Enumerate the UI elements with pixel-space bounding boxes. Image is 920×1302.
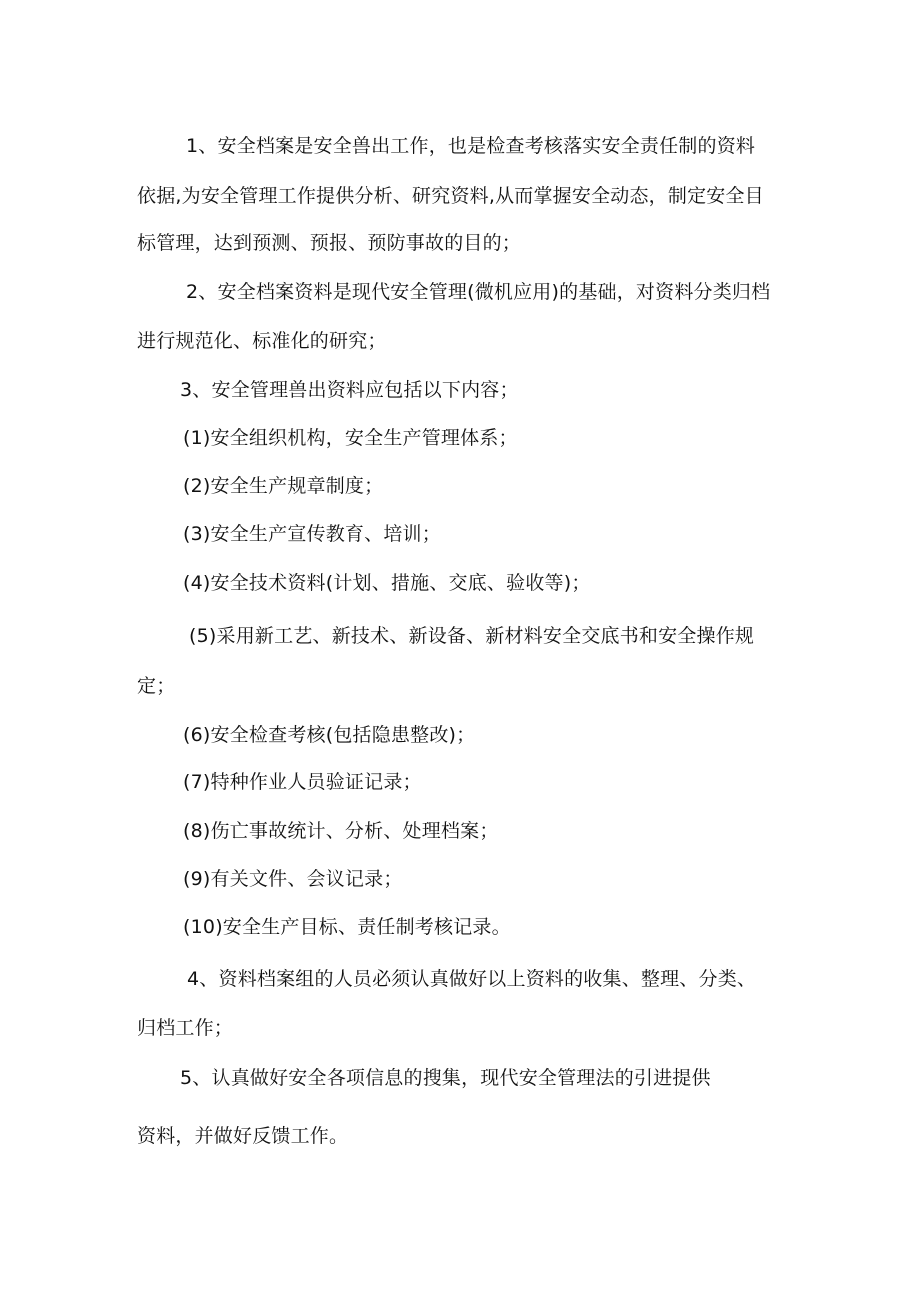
list-item-5-line-2: 定； [137, 675, 176, 697]
list-item-7: (7)特种作业人员验证记录； [183, 771, 422, 793]
paragraph-4-line-2: 归档工作； [137, 1017, 234, 1039]
paragraph-2-line-2: 进行规范化、标准化的研究； [137, 330, 387, 352]
list-item-6: (6)安全检查考核(包括隐患整改)； [183, 724, 476, 746]
list-item-9: (9)有关文件、会议记录； [183, 868, 403, 890]
paragraph-3-line-1: 3、安全管理兽出资料应包括以下内容； [180, 379, 519, 401]
list-item-3: (3)安全生产宣传教育、培训； [183, 523, 441, 545]
list-item-1: (1)安全组织机构，安全生产管理体系； [183, 427, 518, 449]
list-item-5-line-1: (5)采用新工艺、新技术、新设备、新材料安全交底书和安全操作规 [189, 625, 755, 647]
paragraph-1-line-1: 1、安全档案是安全兽出工作，也是检查考核落实安全责任制的资料 [186, 135, 756, 157]
paragraph-5-line-2: 资料，并做好反馈工作。 [137, 1125, 349, 1147]
paragraph-4-line-1: 4、资料档案组的人员必须认真做好以上资料的收集、整理、分类、 [187, 968, 757, 990]
paragraph-1-line-2: 依据,为安全管理工作提供分析、研究资料,从而掌握安全动态，制定安全目 [137, 185, 764, 207]
paragraph-2-line-1: 2、安全档案资料是现代安全管理(微机应用)的基础，对资料分类归档 [186, 281, 771, 303]
list-item-8: (8)伤亡事故统计、分析、处理档案； [183, 820, 499, 842]
list-item-2: (2)安全生产规章制度； [183, 475, 384, 497]
list-item-4: (4)安全技术资料(计划、措施、交底、验收等)； [183, 572, 591, 594]
list-item-10: (10)安全生产目标、责任制考核记录。 [183, 916, 511, 938]
paragraph-5-line-1: 5、认真做好安全各项信息的搜集，现代安全管理法的引进提供 [180, 1067, 711, 1089]
paragraph-1-line-3: 标管理，达到预测、预报、预防事故的目的； [137, 232, 522, 254]
